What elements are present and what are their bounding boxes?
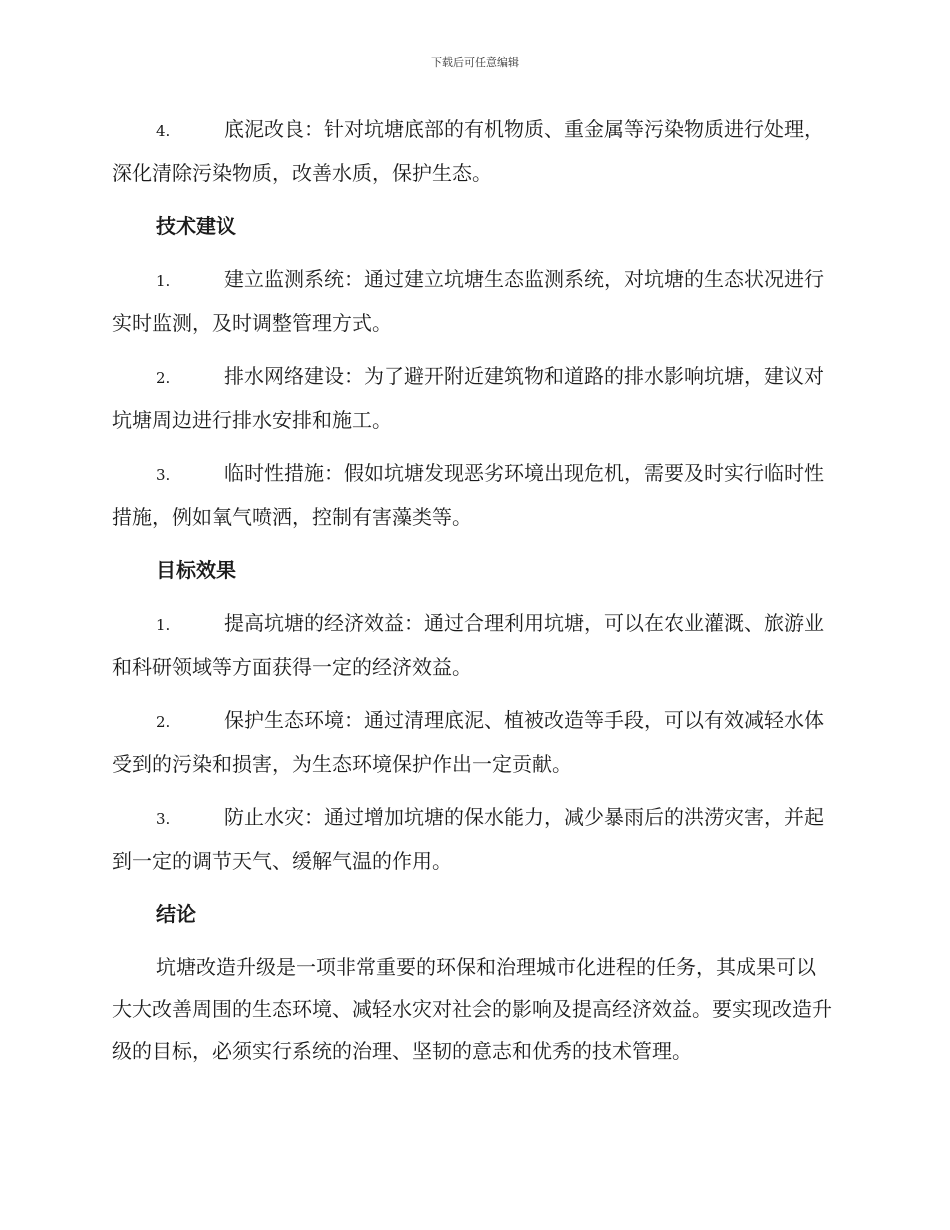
list-text: 建立监测系统：通过建立坑塘生态监测系统，对坑塘的生态状况进行实时监测，及时调整管理方式。 — [112, 267, 824, 335]
list-text: 防止水灾：通过增加坑塘的保水能力，减少暴雨后的洪涝灾害，并起到一定的调节天气、缓解气温的作用。 — [112, 805, 824, 873]
list-item — [112, 258, 834, 344]
document-body — [112, 108, 834, 1072]
list-item — [112, 602, 834, 688]
list-item — [112, 108, 834, 194]
list-text: 临时性措施：假如坑塘发现恶劣环境出现危机，需要及时实行临时性措施，例如氧气喷洒，控制有害藻类等。 — [112, 461, 824, 529]
section-heading: 技术建议 — [156, 214, 236, 238]
list-item — [112, 699, 834, 785]
conclusion-paragraph: 坑塘改造升级是一项非常重要的环保和治理城市化进程的任务，其成果可以大大改善周围的生态环境、减轻水灾对社会的影响及提高经济效益。要实现改造升级的目标，必须实行系统的治理、坚韧的意志和优秀的技术管理。 — [112, 955, 832, 1063]
list-text: 提高坑塘的经济效益：通过合理利用坑塘，可以在农业灌溉、旅游业和科研领域等方面获得一定的经济效益。 — [112, 611, 824, 679]
list-item — [112, 452, 834, 538]
list-text: 底泥改良：针对坑塘底部的有机物质、重金属等污染物质进行处理，深化清除污染物质，改善水质，保护生态。 — [112, 117, 824, 185]
list-text: 排水网络建设：为了避开附近建筑物和道路的排水影响坑塘，建议对坑塘周边进行排水安排和施工。 — [112, 364, 824, 432]
section-heading: 目标效果 — [156, 558, 236, 582]
list-number: 1. — [156, 616, 171, 634]
list-item — [112, 796, 834, 882]
list-number: 1. — [156, 272, 171, 290]
list-number: 3. — [156, 466, 171, 484]
list-item — [112, 355, 834, 441]
list-number: 2. — [156, 369, 171, 387]
list-text: 保护生态环境：通过清理底泥、植被改造等手段，可以有效减轻水体受到的污染和损害，为生态环境保护作出一定贡献。 — [112, 708, 824, 776]
list-number: 4. — [156, 122, 171, 140]
list-number: 3. — [156, 810, 171, 828]
page-header: 下载后可任意编辑 — [431, 56, 519, 69]
section-heading: 结论 — [156, 902, 196, 926]
list-number: 2. — [156, 713, 171, 731]
